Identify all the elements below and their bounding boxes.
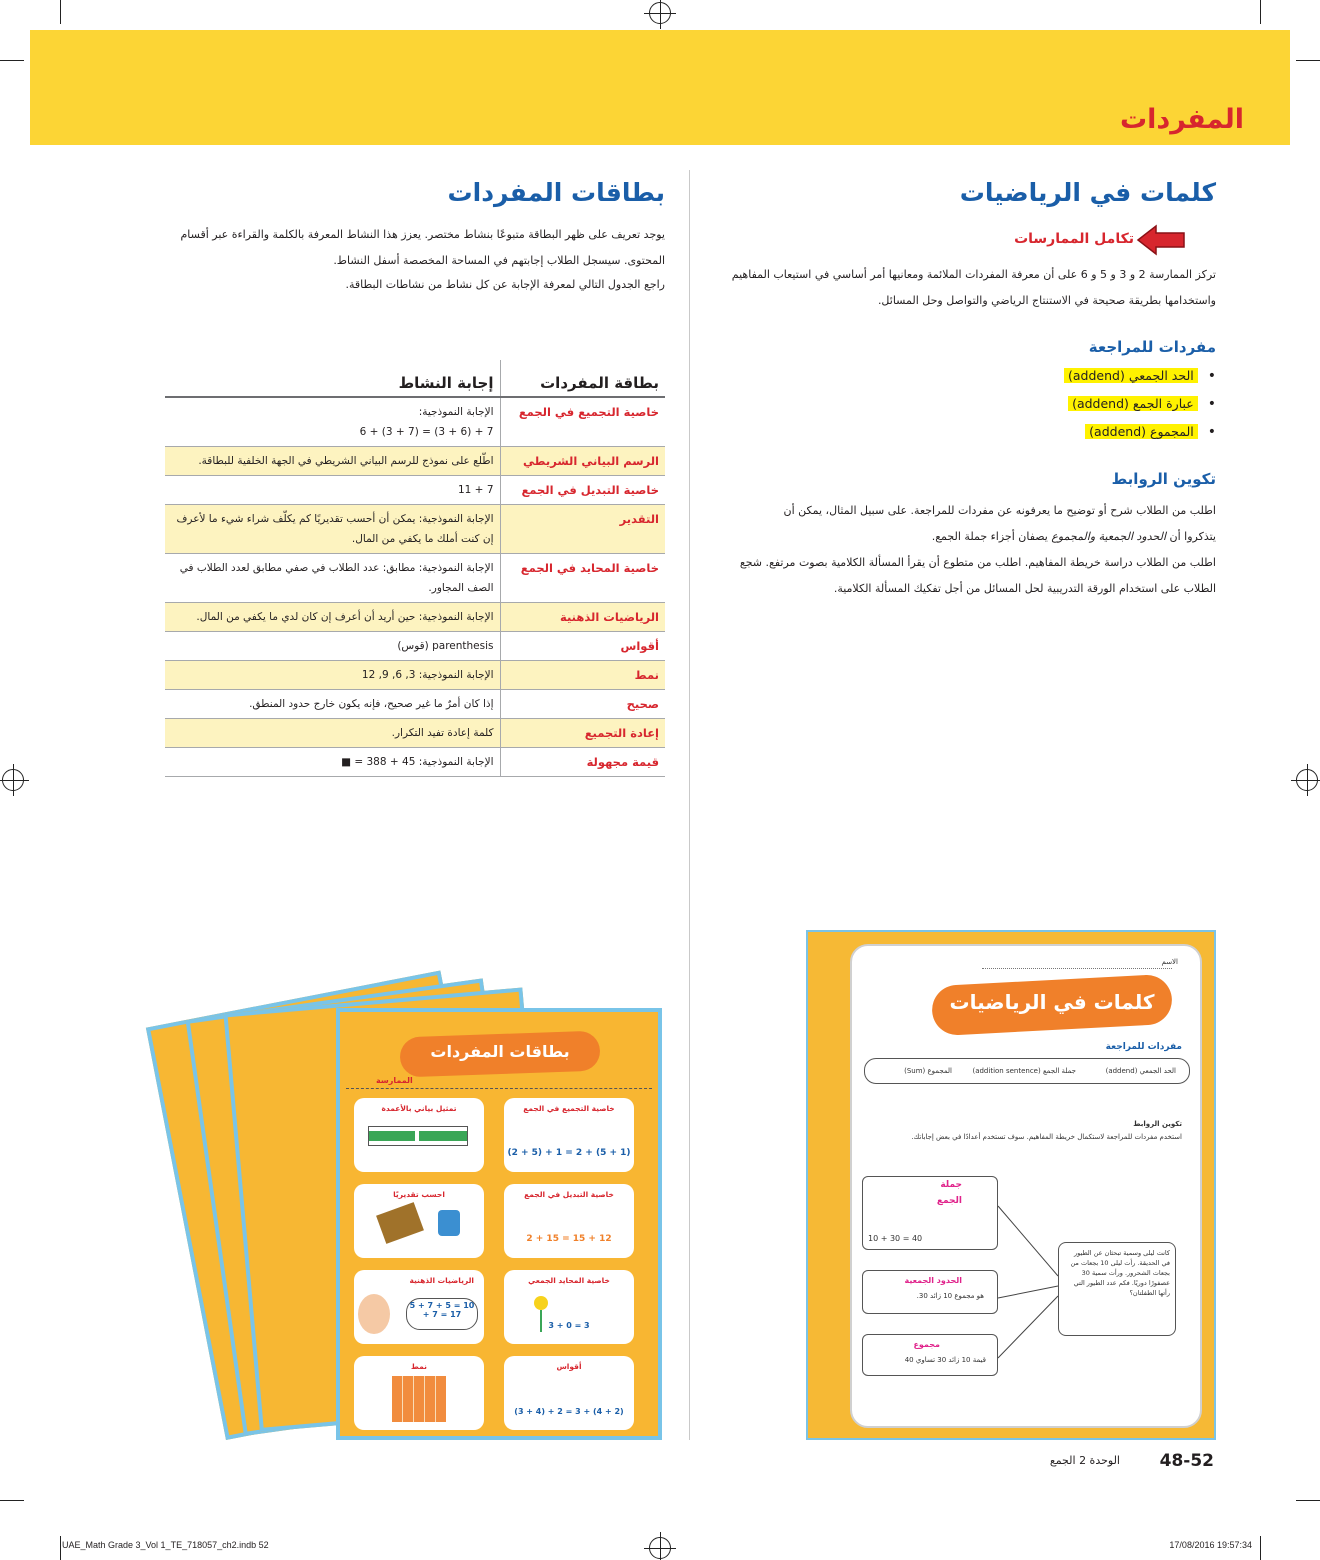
card-cell: [354, 1356, 484, 1430]
answer-line: الإجابة النموذجية:: [418, 406, 494, 418]
vocab-cards-heading: بطاقات المفردات: [447, 178, 665, 207]
crop-mark: [1296, 1500, 1320, 1501]
card-answer: إذا كان أمرٌ ما غير صحيح، فإنه يكون خارج حدود المنطق.: [165, 690, 500, 719]
practice-paragraph: تركز الممارسة 2 و 3 و 5 و 6 على أن معرفة المفردات الملائمة ومعانيها أمر أساسي في استيعاب المفاهيم واستخدامها بطريقة صحيحة في الاستنتاج الرياضي والتواصل وحل المسائل.: [731, 268, 1216, 307]
card-cell: [354, 1184, 484, 1258]
page-title: المفردات: [1120, 104, 1244, 135]
vocab-term: المجموع: [1150, 424, 1194, 439]
table-row: [165, 632, 665, 661]
card-name: أقواس: [500, 632, 665, 661]
card-name: خاصية المحايد في الجمع: [500, 554, 665, 603]
card-name: قيمة مجهولة: [500, 748, 665, 777]
print-slug: UAE_Math Grade 3_Vol 1_TE_718057_ch2.indb 52: [62, 1540, 269, 1550]
bullet-icon: •: [1207, 368, 1216, 384]
practice-arrow-icon: [1136, 224, 1186, 256]
connections-paragraph-2: اطلب من الطلاب دراسة خريطة المفاهيم. اطلب من متطوع أن يقرأ المسألة الكلامية بصوت مرتفع. شجع الطلاب على استخدام الورقة التدريبية لحل المسائل من أجل تفكيك المسألة الكلامية.: [739, 556, 1216, 595]
table-row: [165, 447, 665, 476]
card-cell-expr: 2 + 15 = 15 + 12: [526, 1234, 612, 1244]
card-cell: [504, 1270, 634, 1344]
card-title: بطاقات المفردات: [430, 1042, 570, 1061]
card-answer: الإجابة النموذجية: يمكن أن أحسب تقديريًا كم يكلّف شراء شيء ما لأعرف إن كنت أملك ما يكفي من المال.: [165, 505, 500, 554]
title-banner: [30, 30, 1290, 145]
shirt-icon: [438, 1210, 460, 1236]
answer-equation: 6 + (3 + 7) = (3 + 6) + 7: [359, 426, 494, 438]
card-name: الرسم البياني الشريطي: [500, 447, 665, 476]
math-words-heading: كلمات في الرياضيات: [959, 178, 1216, 207]
table-row: [165, 690, 665, 719]
ws-box3-text: قيمة 10 زائد 30 تساوي 40: [904, 1356, 986, 1364]
table-row: [165, 554, 665, 603]
ws-review-sentence: جملة الجمع (addition sentence): [972, 1067, 1076, 1075]
card-answer: الإجابة النموذجية: حين أريد أن أعرف إن كان لدي ما يكفي من المال.: [165, 603, 500, 632]
ws-name-label: الاسم: [1161, 958, 1178, 966]
card-answer: الإجابة النموذجية: 45 + 388 = ■: [165, 748, 500, 777]
card-name: صحيح: [500, 690, 665, 719]
hundreds-chart-icon: [392, 1376, 446, 1422]
ws-box1-eq: 10 + 30 = 40: [868, 1234, 923, 1243]
registration-mark: [649, 2, 671, 24]
crop-mark: [1296, 60, 1320, 61]
worksheet-image: [806, 930, 1216, 1440]
connections-text: يتذكروا أن: [1166, 530, 1216, 543]
card-answer: 11 + 7: [165, 476, 500, 505]
card-cell-expr: (2 + 5) + 1 = 2 + (5 + 1): [507, 1148, 631, 1158]
card-cell-expr: (3 + 4) + 2 = 3 + (4 + 2): [514, 1407, 624, 1416]
card-name: خاصية التجميع في الجمع: [500, 397, 665, 447]
card-cell-title: الرياضيات الذهنية: [409, 1276, 474, 1285]
registration-mark: [2, 769, 24, 791]
card-cell-expr: 5 + 7 + 5 = 10 + 7 = 17: [406, 1298, 478, 1330]
header-answer: إجابة النشاط: [165, 360, 500, 397]
ws-box1-word1: جملة: [940, 1180, 962, 1190]
connections-text: يصفان أجزاء جملة الجمع.: [931, 530, 1052, 543]
review-vocab-list: [716, 362, 1216, 446]
bullet-icon: •: [1207, 424, 1216, 440]
ws-box1-word2: الجمع: [936, 1196, 962, 1206]
review-vocab-heading: مفردات للمراجعة: [1088, 338, 1216, 356]
list-item: [716, 362, 1216, 390]
ws-story-text: كانت ليلى وسمية تبحثان عن الطيور في الحديقة. رأت ليلى 10 بجعات من بجعات الشحرور. ورأت سمية 30 عصفورًا دوريًا. فكم عدد الطيور التي رأتها الطفلتان؟: [1070, 1249, 1170, 1297]
ws-box2-word: الحدود الجمعية: [904, 1276, 962, 1285]
card-cell: [504, 1098, 634, 1172]
crop-mark: [1260, 1536, 1261, 1560]
table-header-row: [165, 360, 665, 397]
card-cell: [354, 1098, 484, 1172]
list-item: [716, 390, 1216, 418]
girl-icon: [358, 1294, 390, 1334]
worksheet-paper: [850, 944, 1202, 1428]
column-divider: [689, 170, 690, 1440]
answers-table: [165, 360, 665, 777]
ws-connections-title: تكوين الروابط: [1133, 1120, 1182, 1128]
card-cell: [504, 1184, 634, 1258]
card-cell-title: احسب تقديريًا: [393, 1190, 445, 1199]
crop-mark: [0, 1500, 24, 1501]
card-cell: [504, 1356, 634, 1430]
ws-connections-text: استخدم مفردات للمراجعة لاستكمال خريطة المفاهيم. سوف تستخدم أعدادًا في بعض إجاباتك.: [911, 1133, 1182, 1141]
card-answer: [165, 397, 500, 447]
connections-emphasis: الحدود الجمعية والمجموع: [1051, 530, 1167, 543]
card-cell-title: تمثيل بياني بالأعمدة: [381, 1104, 457, 1113]
practice-label: تكامل الممارسات: [1014, 231, 1134, 247]
crop-mark: [1260, 0, 1261, 24]
vocab-term: الحد الجمعي: [1128, 368, 1194, 383]
table-row: [165, 397, 665, 447]
card-answer: parenthesis (قوس): [165, 632, 500, 661]
card-sheet-front: [336, 1008, 662, 1440]
crop-mark: [0, 60, 24, 61]
table-row: [165, 505, 665, 554]
ws-review-addend: الحد الجمعي (addend): [1105, 1067, 1176, 1075]
registration-mark: [649, 1537, 671, 1559]
registration-mark: [1296, 769, 1318, 791]
table-row: [165, 719, 665, 748]
table-row: [165, 476, 665, 505]
bar-graph-icon: [368, 1126, 468, 1146]
card-cell-title: نمط: [411, 1362, 427, 1371]
crop-mark: [60, 1536, 61, 1560]
ws-review-title: مفردات للمراجعة: [1105, 1042, 1182, 1052]
bullet-icon: •: [1207, 396, 1216, 412]
ws-title: كلمات في الرياضيات: [949, 990, 1155, 1014]
crop-mark: [60, 0, 61, 24]
card-cell-title: خاصية المحايد الجمعي: [528, 1276, 610, 1285]
wood-icon: [376, 1202, 424, 1244]
ws-box2-text: هو مجموع 10 زائد 30.: [916, 1292, 984, 1300]
connections-text: اطلب من الطلاب شرح أو توضيح ما يعرفونه عن مفردات للمراجعة. على سبيل المثال، يمكن أن: [783, 504, 1216, 517]
card-name: خاصية التبديل في الجمع: [500, 476, 665, 505]
card-cell: [354, 1270, 484, 1344]
card-name: إعادة التجميع: [500, 719, 665, 748]
page-number: 48-52: [1159, 1451, 1214, 1471]
card-cell-title: خاصية التبديل في الجمع: [524, 1190, 614, 1199]
vocab-term: عبارة الجمع: [1132, 396, 1194, 411]
unit-label: الوحدة 2 الجمع: [1049, 1454, 1120, 1467]
vocab-term-en: (addend): [1067, 368, 1125, 383]
card-answer: الإجابة النموذجية: 3, 6, 9, 12: [165, 661, 500, 690]
connections-heading: تكوين الروابط: [1111, 470, 1216, 488]
list-item: [716, 418, 1216, 446]
card-answer: الإجابة النموذجية: مطابق: عدد الطلاب في صفي مطابق لعدد الطلاب في الصف المجاور.: [165, 554, 500, 603]
vocab-cards-instruction: راجع الجدول التالي لمعرفة الإجابة عن كل نشاط من نشاطات البطاقة.: [345, 278, 665, 291]
connections-paragraph-1: [716, 498, 1216, 550]
card-answer: كلمة إعادة تفيد التكرار.: [165, 719, 500, 748]
vocab-term-en: (addend): [1089, 424, 1147, 439]
ws-box3-word: مجموع: [913, 1340, 940, 1349]
table-row: [165, 603, 665, 632]
ws-review-sum: المجموع (Sum): [904, 1067, 952, 1075]
card-name: نمط: [500, 661, 665, 690]
flower-icon: [534, 1296, 548, 1310]
table-row: [165, 748, 665, 777]
vocab-term-en: (addend): [1072, 396, 1129, 411]
vocab-cards-intro: يوجد تعريف على ظهر البطاقة متبوعًا بنشاط مختصر. يعزز هذا النشاط المعرفة بالكلمة والقراءة عبر أقسام المحتوى. سيسجل الطلاب إجابتهم في المساحة المخصصة أسفل النشاط.: [180, 228, 665, 267]
card-cell-title: أقواس: [556, 1362, 582, 1371]
card-cell-expr: 3 + 0 = 3: [548, 1321, 590, 1330]
table-row: [165, 661, 665, 690]
card-name: التقدير: [500, 505, 665, 554]
card-cut-line: [346, 1088, 652, 1089]
card-cell-title: خاصية التجميع في الجمع: [523, 1104, 615, 1113]
print-date: 17/08/2016 19:57:34: [1169, 1540, 1252, 1550]
header-card: بطاقة المفردات: [500, 360, 665, 397]
card-practice-label: الممارسة: [376, 1076, 413, 1085]
card-answer: اطّلع على نموذج للرسم البياني الشريطي في الجهة الخلفية للبطاقة.: [165, 447, 500, 476]
card-name: الرياضيات الذهنية: [500, 603, 665, 632]
